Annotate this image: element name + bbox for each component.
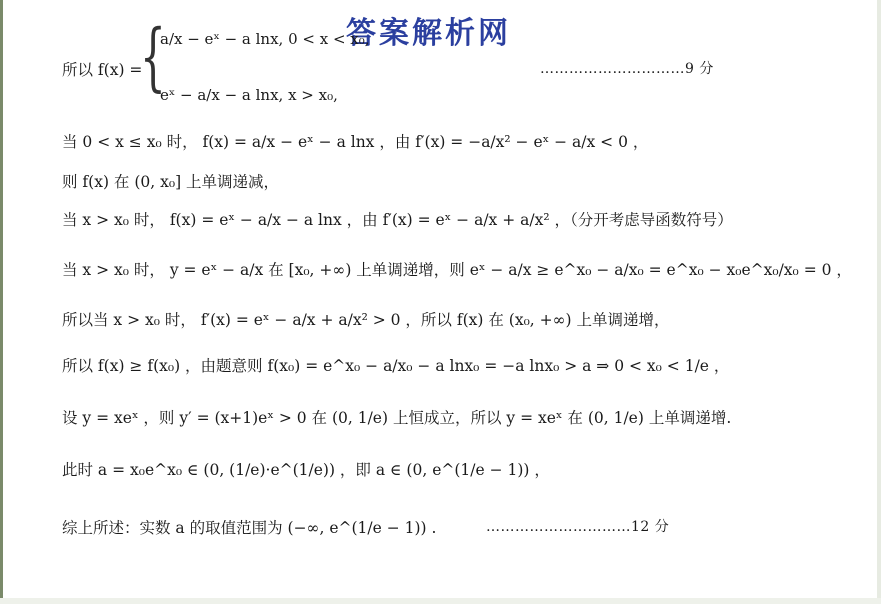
piecewise-case-1: a/x − eˣ − a lnx, 0 < x < x₀, bbox=[160, 30, 370, 48]
solution-line-8: 设 y = xeˣ ，则 y′ = (x+1)eˣ > 0 在 (0, 1/e) 上恒成立，所以 y = xeˣ 在 (0, 1/e) 上单调递增. bbox=[62, 409, 732, 427]
bottom-border bbox=[0, 598, 881, 604]
solution-line-7: 所以 f(x) ≥ f(x₀) ，由题意则 f(x₀) = e^x₀ − a/x₀ − a lnx₀ = −a lnx₀ > a ⇒ 0 < x₀ < 1/e ， bbox=[62, 357, 730, 375]
solution-line-3: 则 f(x) 在 (0, x₀] 上单调递减， bbox=[62, 173, 280, 191]
solution-line-5: 当 x > x₀ 时， y = eˣ − a/x 在 [x₀, +∞) 上单调递增，则 eˣ − a/x ≥ e^x₀ − a/x₀ = e^x₀ − x₀e^x₀/x₀ = 0 ， bbox=[62, 261, 852, 279]
piecewise-case-2: eˣ − a/x − a lnx, x > x₀, bbox=[160, 86, 338, 104]
watermark-title: 答案解析网 bbox=[346, 16, 511, 51]
solution-line-2: 当 0 < x ≤ x₀ 时， f(x) = a/x − eˣ − a lnx ，由 f′(x) = −a/x² − eˣ − a/x < 0 ， bbox=[62, 133, 649, 151]
solution-line-9: 此时 a = x₀e^x₀ ∈ (0, (1/e)·e^(1/e)) ，即 a ∈ (0, e^(1/e − 1)) ， bbox=[62, 461, 550, 479]
solution-line-4: 当 x > x₀ 时， f(x) = eˣ − a/x − a lnx ，由 f′(x) = eˣ − a/x + a/x² ，（分开考虑导函数符号） bbox=[62, 211, 733, 229]
piecewise-prefix: 所以 f(x) = bbox=[62, 61, 143, 79]
score-marker-9: …………………………9 分 bbox=[540, 61, 714, 77]
right-border bbox=[877, 0, 881, 604]
solution-line-10: 综上所述：实数 a 的取值范围为 (−∞, e^(1/e − 1)) . bbox=[62, 519, 437, 537]
solution-line-6: 所以当 x > x₀ 时， f′(x) = eˣ − a/x + a/x² > 0 ，所以 f(x) 在 (x₀, +∞) 上单调递增， bbox=[62, 311, 670, 329]
score-marker-12: …………………………12 分 bbox=[486, 519, 670, 535]
left-brace: { bbox=[140, 14, 166, 100]
left-border bbox=[0, 0, 3, 604]
